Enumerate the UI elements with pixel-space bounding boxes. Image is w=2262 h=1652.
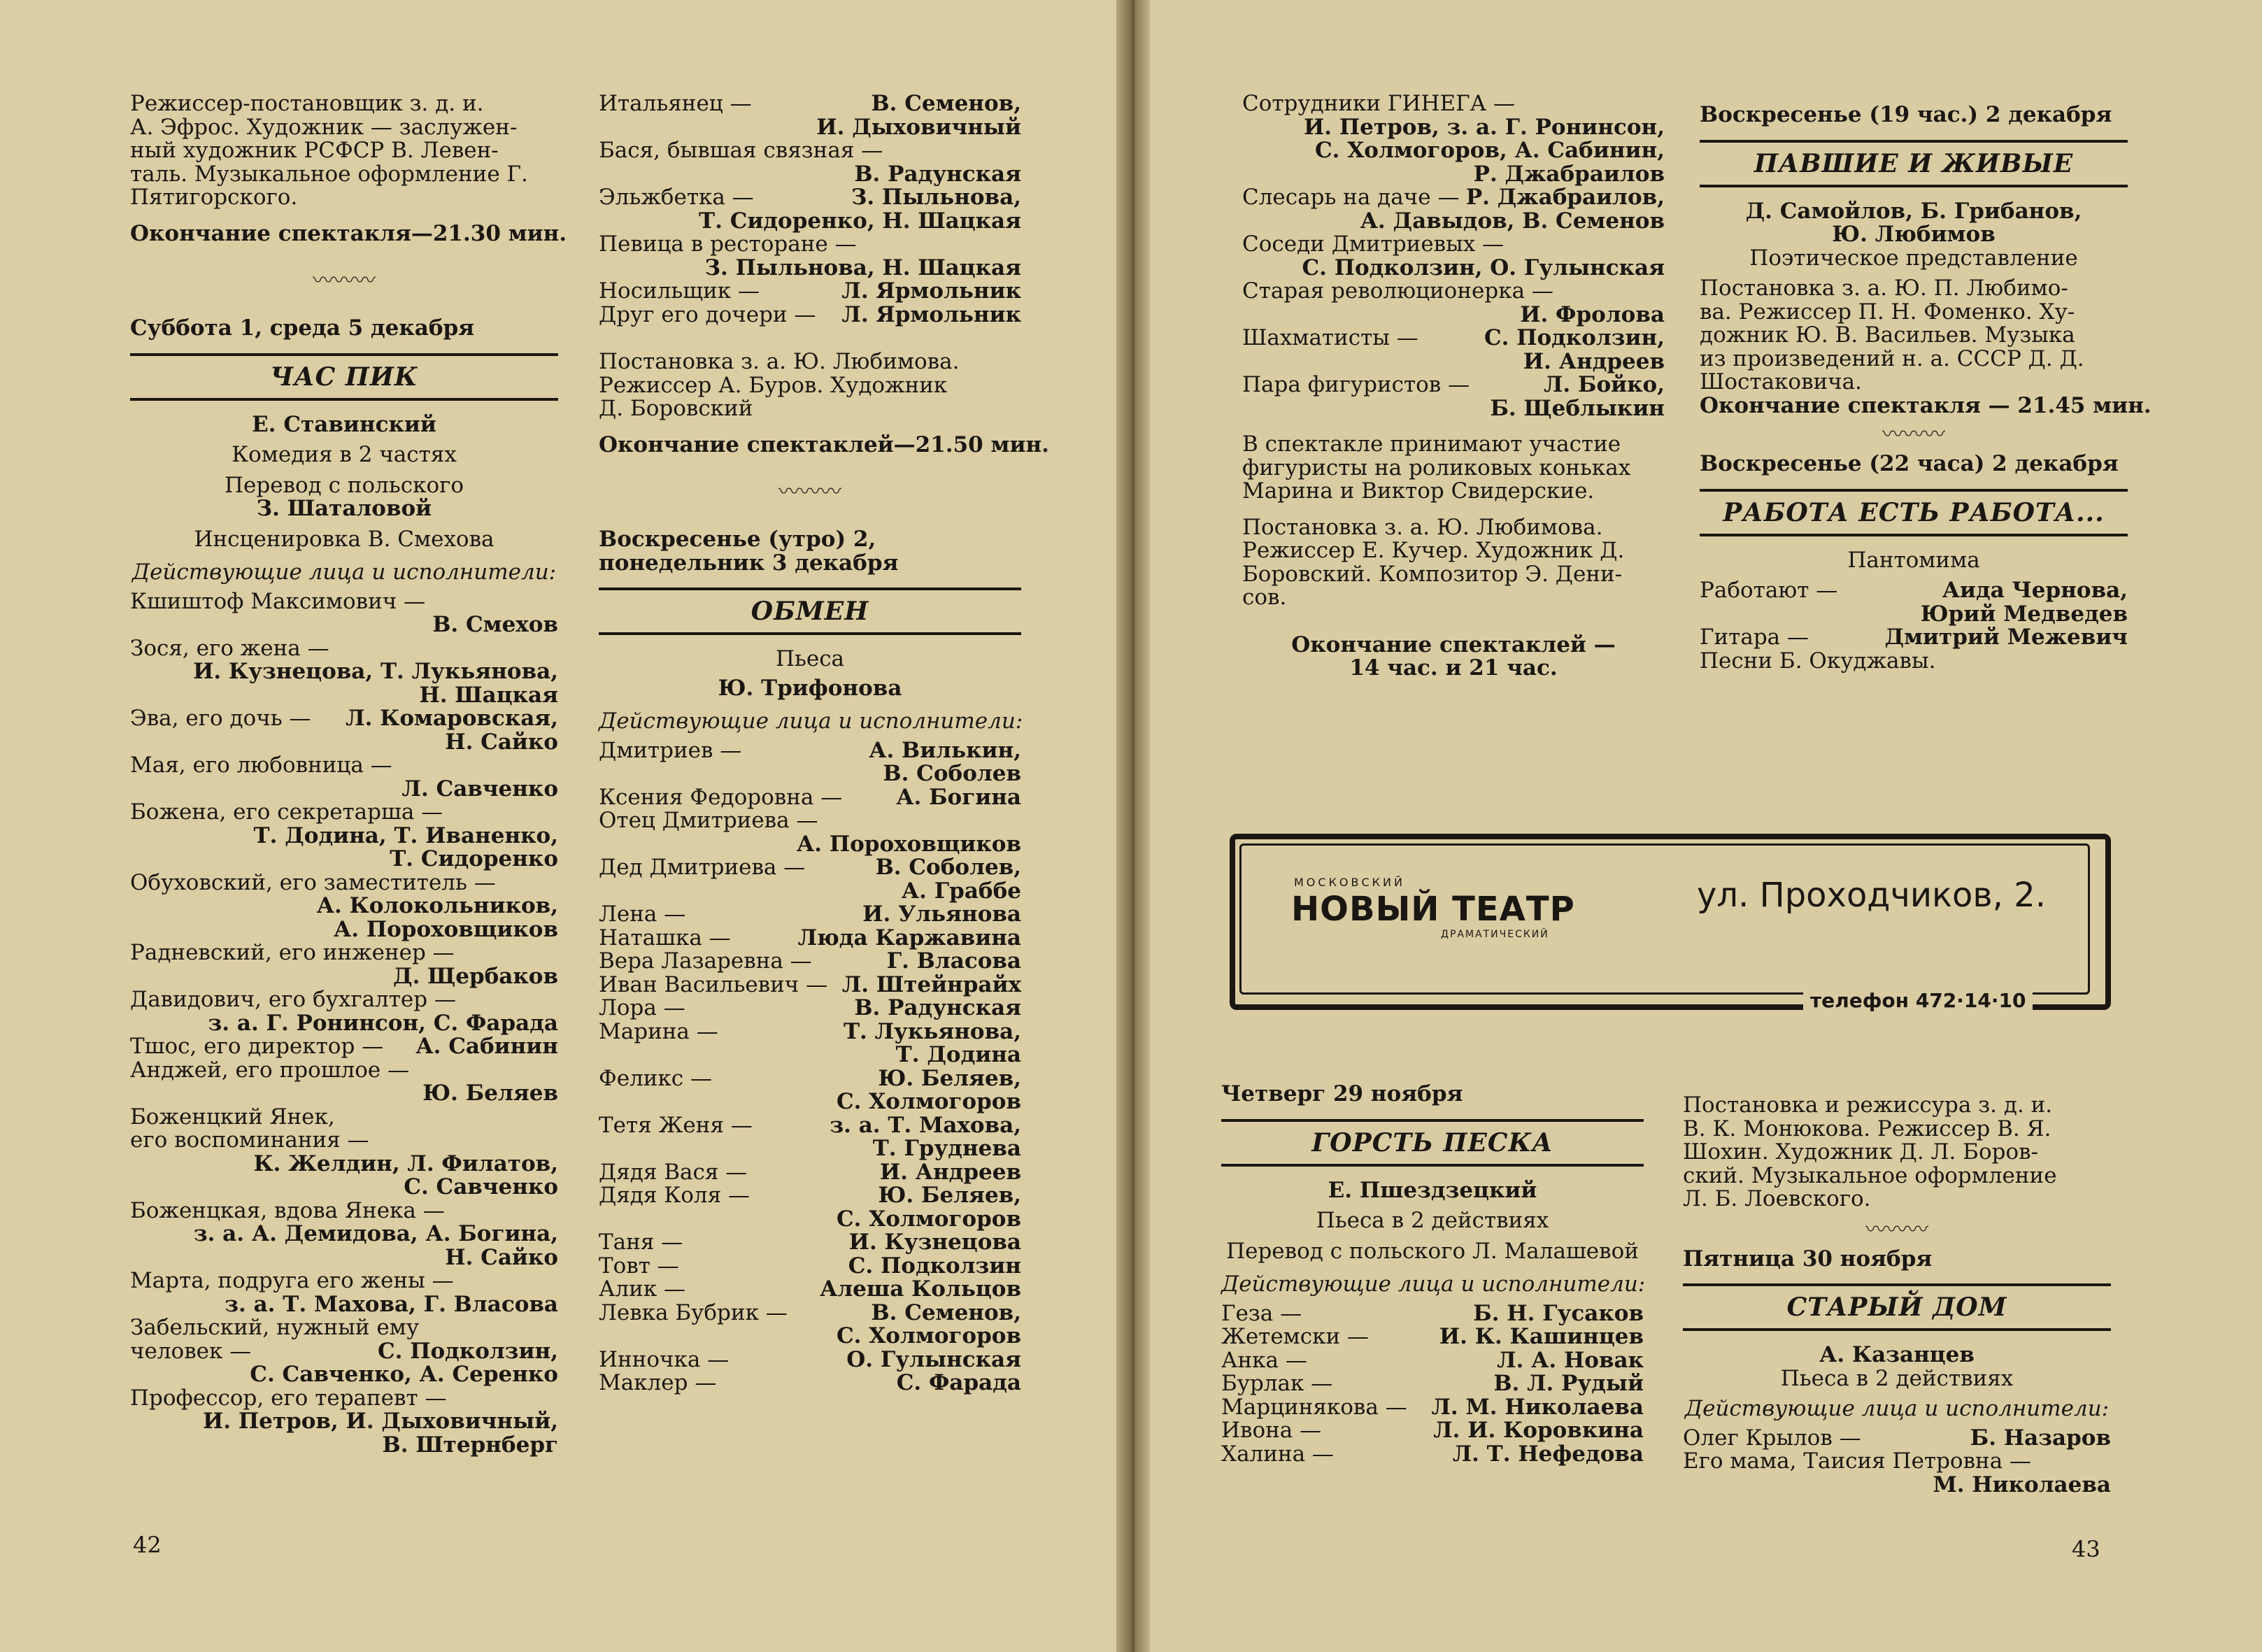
actor-name: В. Семенов, [871, 91, 1021, 116]
actor-line: Н. Сайко [445, 1244, 558, 1270]
role-name: Жетемски — [1221, 1324, 1370, 1349]
actor-name: А. Вилькин, [869, 737, 1021, 763]
cast-row [1221, 1396, 1644, 1420]
role-name: Пара фигуристов — [1242, 372, 1470, 397]
actor-name: В. Радунская [854, 995, 1021, 1020]
cast-row [1242, 327, 1665, 350]
actor-name: Г. Власова [886, 948, 1021, 974]
cast-row [599, 1184, 1021, 1208]
performance-date: понедельник 3 декабря [599, 550, 899, 576]
credits-line: ский. Музыкальное оформление [1683, 1162, 2057, 1188]
play-title: ЧАС ПИК [130, 353, 558, 401]
role-name: Инночка — [599, 1346, 730, 1372]
actor-line: И. Фролова [1520, 301, 1665, 327]
play-author: Ю. Трифонова [718, 675, 902, 701]
credits-line: А. Эфрос. Художник — заслужен- [130, 114, 518, 140]
role-name: Друг его дочери — [599, 301, 816, 327]
theatre-ad [1230, 834, 2108, 1012]
play-title: ГОРСТЬ ПЕСКА [1221, 1119, 1644, 1167]
role-name: Ксения Федоровна — [599, 784, 843, 810]
play-title: ОБМЕН [599, 588, 1021, 635]
right-column-2 [1700, 102, 2151, 674]
role-name: Левка Бубрик — [599, 1299, 788, 1325]
actor-name: з. а. Т. Махова, [830, 1112, 1021, 1138]
credits-line: Шохин. Художник Д. Л. Боров- [1683, 1139, 2039, 1165]
cast-row [599, 280, 1021, 304]
cast-row [599, 1278, 1021, 1302]
role-line: Забельский, нужный ему [130, 1315, 420, 1340]
credits-block [1242, 516, 1665, 610]
credits-line: таль. Музыкальное оформление Г. [130, 161, 528, 187]
cast-row [130, 707, 558, 731]
credits-line: Постановка з. а. Ю. Любимова. [599, 349, 960, 374]
right-column-4 [1683, 1094, 2111, 1497]
actor-name: С. Подколзин, [1484, 325, 1665, 350]
cast-list [130, 590, 558, 1458]
cast-row [1221, 1325, 1644, 1349]
actor-line: Ю. Беляев [422, 1081, 558, 1106]
end-time: Окончание спектаклей—21.50 мин. [599, 432, 1049, 457]
actor-name: Б. Назаров [1970, 1425, 2111, 1451]
cast-list [599, 739, 1021, 1395]
cast-row [1221, 1349, 1644, 1373]
cast-row [599, 1255, 1021, 1279]
credits-line: Боровский. Композитор Э. Дени- [1242, 561, 1623, 587]
actor-name: В. Л. Рудый [1493, 1371, 1644, 1396]
actor-line: В. Смехов [432, 612, 558, 637]
cast-row [599, 1348, 1021, 1372]
credits-line: Режиссер-постановщик з. д. и. [130, 91, 484, 116]
performance-date: Суббота 1, среда 5 декабря [130, 315, 475, 341]
actor-line: А. Колокольников, [316, 893, 558, 918]
cast-row [130, 1035, 558, 1059]
actor-name: И. К. Кашинцев [1439, 1324, 1644, 1349]
actor-line: А. Давыдов, В. Семенов [1360, 208, 1665, 234]
role-name: Эльжбетка — [599, 185, 754, 210]
actor-line: И. Петров, з. а. Г. Ронинсон, [1304, 114, 1665, 140]
cast-list [1700, 579, 2128, 673]
performance-date: Воскресенье (19 час.) 2 декабря [1700, 102, 2112, 127]
cast-row [1242, 186, 1665, 210]
cast-row [1700, 626, 2128, 650]
actor-line: С. Савченко [404, 1174, 558, 1199]
cast-list [1221, 1302, 1644, 1467]
right-column-3 [1221, 1083, 1644, 1466]
credits-line: Д. Боровский [599, 396, 753, 421]
role-name: Шахматисты — [1242, 325, 1418, 350]
cast-row [1242, 373, 1665, 397]
role-name: Халина — [1221, 1441, 1334, 1467]
role-name: Слесарь на даче — [1242, 185, 1460, 210]
actor-line: С. Холмогоров, А. Сабинин, [1314, 138, 1665, 163]
cast-row [1683, 1427, 2111, 1451]
role-name: Марцинякова — [1221, 1394, 1407, 1420]
actor-line: И. Андреев [1523, 348, 1665, 374]
cast-list [1683, 1427, 2111, 1497]
credits-line: ный художник РСФСР В. Левен- [130, 138, 499, 163]
role-name: Бурлак — [1221, 1371, 1333, 1396]
role-line: Мая, его любовница — [130, 753, 392, 778]
role-name: Дядя Вася — [599, 1159, 748, 1185]
cast-row [599, 1067, 1021, 1091]
credits-line: ва. Режиссер П. Н. Фоменко. Ху- [1700, 299, 2075, 325]
role-name: Лора — [599, 995, 685, 1020]
role-line: Обуховский, его заместитель — [130, 869, 496, 895]
actor-line: Юрий Медведев [1920, 601, 2128, 627]
role-name: Товт — [599, 1253, 679, 1279]
role-line: Сотрудники ГИНЕГА — [1242, 91, 1515, 116]
actor-name: А. Богина [896, 784, 1021, 810]
actor-line: А. Пороховщиков [334, 916, 558, 942]
cast-header: Действующие лица и исполнители: [599, 708, 1023, 734]
role-name: Вера Лазаревна — [599, 948, 812, 974]
actor-name: Л. Бойко, [1543, 372, 1665, 397]
role-name: Алик — [599, 1276, 686, 1302]
cast-row [599, 950, 1021, 974]
role-name: Ивона — [1221, 1418, 1322, 1443]
role-name: Лена — [599, 902, 686, 927]
translation-line: Перевод с польского [224, 472, 464, 498]
page-number: 43 [2072, 1536, 2100, 1562]
actor-line: М. Николаева [1933, 1472, 2111, 1497]
actor-name: О. Гулынская [846, 1346, 1021, 1372]
role-name: Дед Дмитриева — [599, 855, 806, 880]
actor-line: Б. Щеблыкин [1490, 395, 1665, 421]
note-line: фигуристы на роликовых коньках [1242, 455, 1631, 480]
actor-name: Ю. Беляев, [878, 1065, 1021, 1091]
actor-line: Н. Шацкая [419, 682, 558, 708]
note-line: Марина и Виктор Свидерские. [1242, 478, 1595, 504]
cast-row [599, 927, 1021, 950]
cast-row [599, 1114, 1021, 1138]
performance-date: Воскресенье (утро) 2, [599, 527, 876, 552]
credits-line: Л. Б. Лоевского. [1683, 1186, 1871, 1211]
actor-line: В. Радунская [854, 161, 1021, 187]
actor-name: Р. Джабраилов, [1465, 185, 1665, 210]
play-genre: Пьеса в 2 действиях [1316, 1208, 1549, 1233]
role-line: Марта, подруга его жены — [130, 1268, 454, 1293]
actor-line: С. Подколзин, О. Гулынская [1302, 255, 1665, 280]
role-line: Зося, его жена — [130, 635, 329, 661]
role-name: Носильщик — [599, 278, 760, 304]
actor-line: В. Штернберг [382, 1432, 558, 1458]
cast-row [599, 903, 1021, 927]
actor-name: З. Пыльнова, [851, 185, 1021, 210]
actor-name: Т. Лукьянова, [843, 1018, 1021, 1044]
credits-line: Постановка и режиссура з. д. и. [1683, 1092, 2053, 1118]
actor-line: С. Холмогоров [836, 1206, 1021, 1232]
credits-line: Пятигорского. [130, 185, 298, 210]
actor-line: А. Пороховщиков [797, 831, 1021, 857]
actor-line: Р. Джабраилов [1473, 161, 1665, 187]
role-name: Тшос, его директор — [130, 1034, 384, 1059]
actor-name: В. Семенов, [871, 1299, 1021, 1325]
role-line: его воспоминания — [130, 1127, 369, 1153]
actor-line: С. Холмогоров [836, 1089, 1021, 1114]
play-genre: Пьеса [775, 646, 845, 671]
actor-line: С. Холмогоров [836, 1323, 1021, 1348]
actor-name: Люда Каржавина [797, 925, 1021, 950]
note-line: В спектакле принимают участие [1242, 432, 1621, 457]
separator-squiggle: 〰〰〰 [778, 480, 841, 504]
end-time: Окончание спектакля—21.30 мин. [130, 220, 567, 246]
credits-line: В. К. Монюкова. Режиссер В. Я. [1683, 1116, 2051, 1141]
credits-line: Постановка з. а. Ю. П. Любимо- [1700, 276, 2068, 301]
actor-line: И. Дыховичный [816, 114, 1021, 140]
cast-header: Действующие лица и исполнители: [1221, 1272, 1646, 1297]
role-line: Певица в ресторане — [599, 232, 857, 257]
actor-line: Т. Сидоренко, Н. Шацкая [699, 208, 1021, 234]
performance-date: Воскресенье (22 часа) 2 декабря [1700, 451, 2119, 476]
play-genre: Поэтическое представление [1749, 245, 2078, 271]
end-time: Окончание спектакля — 21.45 мин. [1700, 392, 2151, 418]
actor-line: Д. Щербаков [393, 963, 558, 989]
role-name: Феликс — [599, 1065, 713, 1091]
play-title: ПАВШИЕ И ЖИВЫЕ [1700, 140, 2128, 187]
role-name: Наташка — [599, 925, 731, 950]
cast-row [599, 1299, 1021, 1325]
cast-row [599, 301, 1021, 327]
role-line: Соседи Дмитриевых — [1242, 232, 1505, 257]
cast-row [599, 186, 1021, 210]
actor-name: С. Фарада [896, 1370, 1021, 1395]
cast-row [599, 1020, 1021, 1044]
credits-line: Режиссер А. Буров. Художник [599, 372, 948, 398]
play-genre: Пьеса в 2 действиях [1780, 1365, 2014, 1391]
cast-row [599, 1372, 1021, 1395]
credits-line: дожник Ю. В. Васильев. Музыка [1700, 322, 2075, 348]
cast-header: Действующие лица и исполнители: [1684, 1396, 2110, 1421]
role-line: Бася, бывшая связная — [599, 138, 883, 163]
role-line: Боженцкий Янек, [130, 1104, 335, 1130]
performance-date: Четверг 29 ноября [1221, 1081, 1463, 1106]
cast-row [1700, 579, 2128, 603]
actor-line: з. а. Г. Ронинсон, С. Фарада [208, 1010, 558, 1036]
credits-line: Шостаковича. [1700, 369, 1863, 394]
actor-line: С. Савченко, А. Серенко [250, 1362, 558, 1387]
actor-name: И. Андреев [879, 1159, 1021, 1185]
ad-brand: НОВЫЙ ТЕАТР [1291, 890, 1575, 929]
separator-squiggle: 〰〰〰 [1882, 422, 1945, 447]
actor-line: В. Соболев [883, 761, 1021, 786]
role-line: Божена, его секретарша — [130, 799, 443, 825]
actor-line: Т. Сидоренко [390, 846, 558, 871]
cast-list [599, 92, 1021, 327]
staging-line: Инсценировка В. Смехова [194, 526, 495, 552]
role-name: Маклер — [599, 1370, 717, 1395]
credits-line: Режиссер Е. Кучер. Художник Д. [1242, 538, 1625, 563]
actor-name: Л. Штейнрайх [841, 971, 1021, 997]
actor-name: Л. Ярмольник [841, 278, 1021, 304]
credits-line: из произведений н. а. СССР Д. Д. [1700, 346, 2084, 371]
separator-squiggle: 〰〰〰 [313, 269, 376, 293]
left-column-2 [599, 91, 1049, 1395]
credits-block [1683, 1094, 2111, 1211]
actor-line: Т. Додина [895, 1042, 1021, 1067]
cast-row [599, 92, 1021, 116]
role-name: Геза — [1221, 1300, 1302, 1326]
role-name: Кшиштоф Максимович — [130, 588, 426, 614]
role-name: Олег Крылов — [1683, 1425, 1861, 1451]
role-line: Отец Дмитриева — [599, 808, 818, 833]
role-line: Профессор, его терапевт — [130, 1385, 447, 1411]
actor-name: И. Ульянова [862, 902, 1021, 927]
cast-row [599, 997, 1021, 1020]
credits-line: сов. [1242, 585, 1287, 610]
cast-row [130, 1340, 558, 1364]
actor-name: Л. Комаровская, [346, 706, 558, 731]
actor-line: з. а. А. Демидова, А. Богина, [193, 1221, 558, 1246]
cast-row [130, 590, 558, 614]
credits-line: Постановка з. а. Ю. Любимова. [1242, 514, 1603, 540]
cast-row [599, 856, 1021, 880]
actor-line: И. Кузнецова, Т. Лукьянова, [193, 659, 558, 684]
end-time: 14 час. и 21 час. [1349, 655, 1558, 681]
actor-name: Л. А. Новак [1497, 1347, 1644, 1373]
actor-name: Аида Чернова, [1942, 578, 2128, 603]
play-genre: Комедия в 2 частях [232, 442, 457, 467]
role-line: Анджей, его прошлое — [130, 1057, 410, 1083]
actor-name: С. Подколзин [848, 1253, 1021, 1279]
role-line: Его мама, Таисия Петровна — [1683, 1448, 2032, 1474]
actor-line: И. Петров, И. Дыховичный, [202, 1409, 558, 1434]
book-spine [1116, 0, 1150, 1652]
play-author: А. Казанцев [1819, 1342, 1975, 1367]
actor-line: Н. Сайко [445, 729, 558, 755]
end-time: Окончание спектаклей — [1291, 632, 1616, 657]
actor-name: Дмитрий Межевич [1884, 625, 2128, 650]
credits-block [599, 350, 1021, 421]
role-name: Тетя Женя — [599, 1112, 753, 1138]
role-name: Марина — [599, 1018, 718, 1044]
role-name: Таня — [599, 1230, 683, 1255]
actor-line: Т. Груднева [872, 1136, 1021, 1161]
actor-line: з. а. Т. Махова, Г. Власова [225, 1291, 558, 1317]
ad-brand-top: МОСКОВСКИЙ [1294, 876, 1405, 889]
role-name: человек — [130, 1338, 252, 1364]
separator-squiggle: 〰〰〰 [1865, 1217, 1928, 1242]
play-authors: Д. Самойлов, Б. Грибанов, [1745, 198, 2082, 224]
role-name: Гитара — [1700, 625, 1809, 650]
role-name: Дядя Коля — [599, 1183, 751, 1208]
play-author: Е. Ставинский [252, 411, 436, 437]
actor-name: А. Сабинин [415, 1034, 558, 1059]
cast-row [1221, 1443, 1644, 1467]
cast-row [1221, 1302, 1644, 1326]
actor-line: Л. Савченко [401, 776, 558, 802]
ad-address: ул. Проходчиков, 2. [1697, 876, 2047, 915]
role-name: Дмитриев — [599, 737, 742, 763]
role-name: Иван Васильевич — [599, 971, 828, 997]
play-genre: Пантомима [1847, 547, 1980, 573]
play-authors: Ю. Любимов [1832, 222, 1996, 247]
actor-name: Л. И. Коровкина [1433, 1418, 1644, 1443]
translator: З. Шаталовой [256, 496, 432, 521]
note-block [1242, 433, 1665, 504]
cast-row [599, 1231, 1021, 1255]
cast-row [599, 1161, 1021, 1185]
play-title: СТАРЫЙ ДОМ [1683, 1283, 2111, 1331]
actor-name: Ю. Беляев, [878, 1183, 1021, 1208]
role-line: Старая революционерка — [1242, 278, 1553, 304]
actor-line: К. Желдин, Л. Филатов, [253, 1151, 558, 1176]
actor-name: Алеша Кольцов [820, 1276, 1021, 1302]
actor-name: И. Кузнецова [848, 1230, 1021, 1255]
credits-block [1700, 277, 2128, 394]
ad-phone: телефон 472·14·10 [1803, 989, 2033, 1012]
ad-brand-sub: ДРАМАТИЧЕСКИЙ [1441, 929, 1549, 940]
translation-line: Перевод с польского Л. Малашевой [1226, 1238, 1639, 1264]
cast-row [599, 739, 1021, 763]
play-title: РАБОТА ЕСТЬ РАБОТА... [1700, 489, 2128, 536]
performance-date: Пятница 30 ноября [1683, 1246, 1933, 1272]
role-line: Радневский, его инженер — [130, 940, 455, 965]
cast-list [1242, 92, 1665, 420]
right-column-1 [1242, 92, 1665, 681]
actor-name: Л. Ярмольник [841, 301, 1021, 327]
role-name: Работают — [1700, 578, 1838, 603]
actor-name: В. Соболев, [875, 855, 1021, 880]
actor-name: Б. Н. Гусаков [1473, 1300, 1644, 1326]
cast-row [599, 971, 1021, 997]
left-column-1 [130, 91, 567, 1458]
role-name: Эва, его дочь — [130, 706, 311, 731]
cast-row [1221, 1419, 1644, 1443]
role-name: Итальянец — [599, 91, 752, 116]
role-line: Песни Б. Окуджавы. [1700, 648, 1936, 674]
actor-name: С. Подколзин, [377, 1338, 558, 1364]
actor-line: Т. Додина, Т. Иваненко, [253, 823, 558, 848]
actor-line: З. Пыльнова, Н. Шацкая [704, 255, 1021, 280]
role-line: Давидович, его бухгалтер — [130, 987, 456, 1012]
role-line: Боженцкая, вдова Янека — [130, 1197, 445, 1223]
credits-block [130, 92, 558, 210]
cast-row [599, 786, 1021, 810]
actor-name: Л. М. Николаева [1431, 1394, 1644, 1420]
page-number: 42 [133, 1532, 162, 1558]
play-author: Е. Пшездзецкий [1328, 1177, 1537, 1203]
cast-header: Действующие лица и исполнители: [131, 560, 557, 585]
actor-name: Л. Т. Нефедова [1452, 1441, 1644, 1467]
cast-row [1221, 1372, 1644, 1396]
actor-line: А. Граббе [901, 878, 1021, 904]
role-name: Анка — [1221, 1347, 1307, 1373]
